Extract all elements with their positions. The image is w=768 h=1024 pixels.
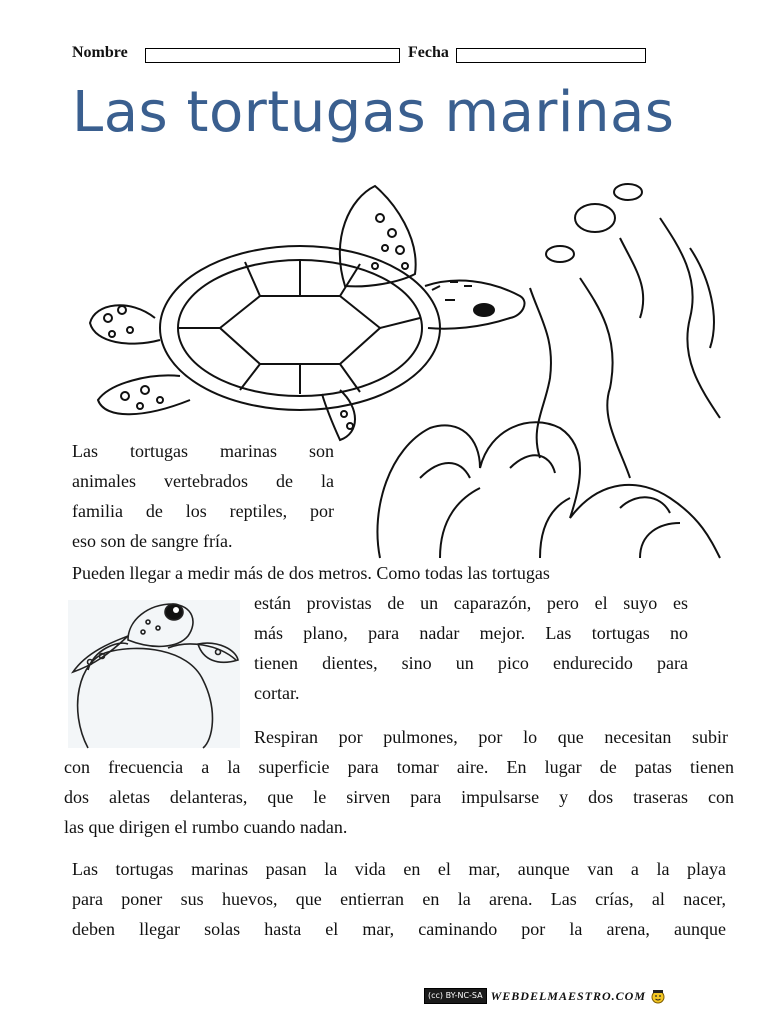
turtle-front-flipper (340, 186, 416, 286)
text-line: eso son de sangre fría. (72, 531, 233, 551)
paragraph-1 (72, 436, 334, 556)
text-line: tienen dientes, sino un pico endurecido para (254, 653, 688, 673)
text-line: cortar. (254, 683, 300, 703)
smiley-graduate-icon (650, 988, 666, 1004)
text-line: familia de los reptiles, por (72, 501, 334, 521)
text-line: para poner sus huevos, que entierran en la arena. Las crías, al nacer, (72, 889, 726, 909)
paragraph-2-first-line: Pueden llegar a medir más de dos metros. Como todas las tortugas (72, 563, 550, 583)
bubble-icon (575, 204, 615, 232)
text-line: deben llegar solas hasta el mar, caminando por la arena, aunque (72, 919, 726, 939)
seaweed (530, 288, 551, 458)
text-line: con frecuencia a la superficie para tomar aire. En lugar de patas tienen (64, 757, 734, 777)
text-line: están provistas de un caparazón, pero el suyo es (254, 593, 688, 613)
text-line: Las tortugas marinas pasan la vida en el mar, aunque van a la playa (72, 859, 726, 879)
text-line: animales vertebrados de la (72, 471, 334, 491)
text-line: más plano, para nadar mejor. Las tortugas no (254, 623, 688, 643)
name-field[interactable] (145, 48, 400, 63)
text-line: dos aletas delanteras, que le sirven para impulsarse y dos traseras con (64, 787, 734, 807)
date-label: Fecha (408, 44, 449, 61)
paragraph-3-first-line: Respiran por pulmones, por lo que necesitan subir (254, 727, 728, 747)
paragraph-3 (64, 752, 734, 842)
footer (424, 988, 666, 1004)
bubble-icon (614, 184, 642, 200)
site-logo: WEBDELMAESTRO.COM (490, 988, 646, 1003)
text-line: Las tortugas marinas son (72, 441, 334, 461)
paragraph-4 (72, 854, 726, 944)
bubble-icon (546, 246, 574, 262)
paragraph-2 (254, 588, 688, 708)
hatchling-illustration (68, 600, 240, 748)
text-line: las que dirigen el rumbo cuando nadan. (64, 817, 348, 837)
date-field[interactable] (456, 48, 646, 63)
coral (377, 422, 720, 558)
page-title: Las tortugas marinas (72, 80, 675, 145)
turtle-front-flipper (322, 390, 355, 440)
cc-license-badge: (cc) BY-NC-SA (424, 988, 487, 1004)
name-label: Nombre (72, 44, 128, 61)
